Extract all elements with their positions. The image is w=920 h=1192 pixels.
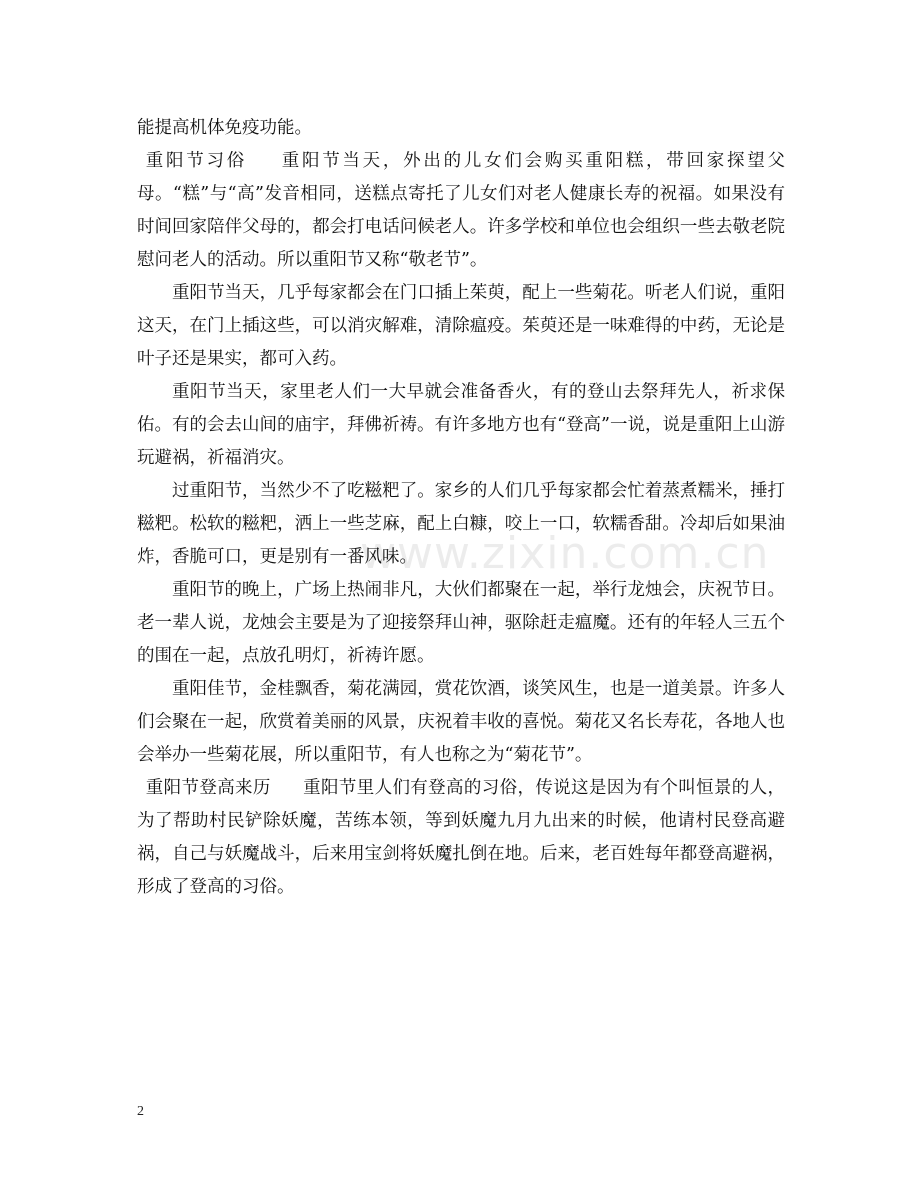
paragraph-1	[137, 112, 785, 145]
paragraph-6	[137, 574, 785, 673]
paragraph-4-text: 重阳节当天，家里老人们一大早就会准备香火，有的登山去祭拜先人，祈求保佑。有的会去山间的庙宇，拜佛祈祷。有许多地方也有“登高”一说，说是重阳上山游玩避祸，祈福消灾。	[137, 382, 785, 468]
paragraph-7	[137, 673, 785, 772]
paragraph-6-text: 重阳节的晚上，广场上热闹非凡，大伙们都聚在一起，举行龙烛会，庆祝节日。老一辈人说，龙烛会主要是为了迎接祭拜山神，驱除赶走瘟魔。还有的年轻人三五个的围在一起，点放孔明灯，祈祷许愿。	[137, 580, 785, 666]
paragraph-5	[137, 475, 785, 574]
section-heading-origin: 重阳节登高来历	[145, 778, 271, 798]
paragraph-customs	[137, 145, 785, 277]
paragraph-origin-text: 重阳节里人们有登高的习俗，传说这是因为有个叫恒景的人，为了帮助村民铲除妖魔，苦练本领，等到妖魔九月九出来的时候，他请村民登高避祸，自己与妖魔战斗，后来用宝剑将妖魔扎倒在地。后来，老百姓每年都登高避祸，形成了登高的习俗。	[137, 778, 786, 897]
paragraph-1-text: 能提高机体免疫功能。	[137, 118, 312, 138]
section-heading-customs: 重阳节习俗	[145, 151, 247, 171]
paragraph-3	[137, 277, 785, 376]
paragraph-customs-text: 重阳节当天，外出的儿女们会购买重阳糕，带回家探望父母。“糕”与“高”发音相同，送糕点寄托了儿女们对老人健康长寿的祝福。如果没有时间回家陪伴父母的，都会打电话问候老人。许多学校和单位也会组织一些去敬老院慰问老人的活动。所以重阳节又称“敬老节”。	[137, 151, 786, 270]
paragraph-origin	[137, 772, 785, 904]
paragraph-7-text: 重阳佳节，金桂飘香，菊花满园，赏花饮酒，谈笑风生，也是一道美景。许多人们会聚在一起，欣赏着美丽的风景，庆祝着丰收的喜悦。菊花又名长寿花，各地人也会举办一些菊花展，所以重阳节，有人也称之为“菊花节”。	[137, 679, 785, 765]
document-body	[137, 112, 785, 904]
paragraph-4	[137, 376, 785, 475]
page-number: 2	[137, 1104, 144, 1119]
watermark: www.zixin.com.cn	[360, 528, 770, 579]
paragraph-3-text: 重阳节当天，几乎每家都会在门口插上茱萸，配上一些菊花。听老人们说，重阳这天，在门上插这些，可以消灾解难，清除瘟疫。茱萸还是一味难得的中药，无论是叶子还是果实，都可入药。	[137, 283, 785, 369]
paragraph-5-text: 过重阳节，当然少不了吃糍粑了。家乡的人们几乎每家都会忙着蒸煮糯米，捶打糍粑。松软的糍粑，洒上一些芝麻，配上白糠，咬上一口，软糯香甜。冷却后如果油炸，香脆可口，更是别有一番风味。	[137, 481, 785, 567]
